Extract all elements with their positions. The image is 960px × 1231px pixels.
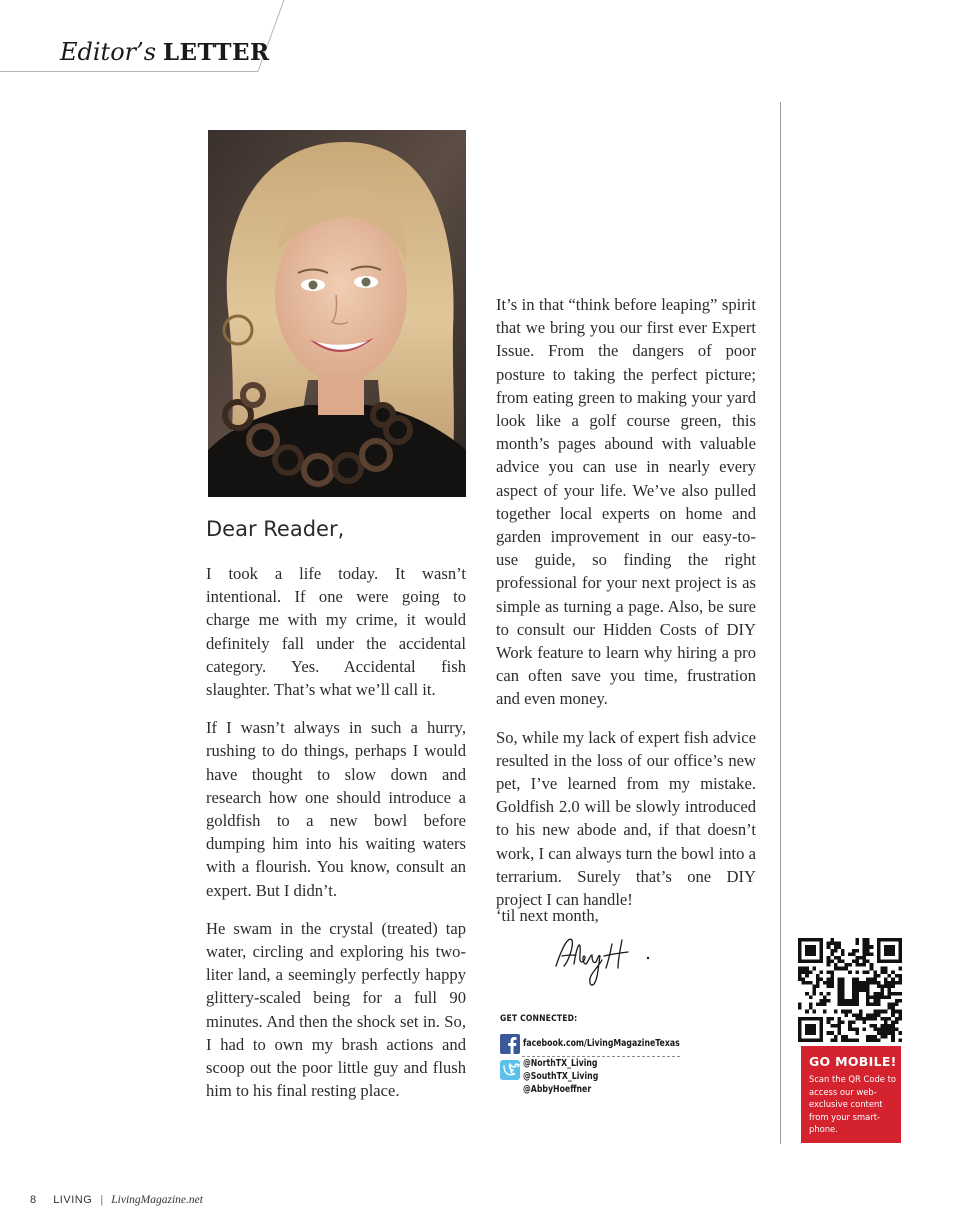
column-divider <box>780 102 781 1144</box>
signoff: ‘til next month, <box>496 906 599 925</box>
editor-portrait <box>208 130 466 497</box>
divider <box>522 1056 680 1057</box>
twitter-icon <box>500 1060 520 1080</box>
page-footer <box>30 1194 203 1206</box>
go-mobile-text: Scan the QR Code to access our web-exclusive content from your smart-phone. <box>809 1074 897 1134</box>
page-number: 8 <box>30 1194 37 1206</box>
footer-separator: | <box>100 1194 104 1206</box>
signature <box>548 928 658 995</box>
salutation: Dear Reader, <box>206 517 345 541</box>
go-mobile-box <box>801 1046 901 1143</box>
page-title-italic: Editor’s <box>60 38 157 66</box>
paragraph: I took a life today. It wasn’t intentional. If one were going to charge me with my crime, it would definitely fall under the accidental category. Yes. Accidental fish slaughter. That’s what we’ll call it. <box>206 564 466 700</box>
facebook-icon <box>500 1034 520 1054</box>
letter-column-2 <box>496 293 756 926</box>
facebook-link[interactable] <box>500 1034 680 1054</box>
page-title-bold: LETTER <box>162 39 270 66</box>
footer-brand: LIVING <box>53 1194 93 1206</box>
facebook-url[interactable]: facebook.com/LivingMagazineTexas <box>523 1038 680 1049</box>
twitter-links <box>500 1058 680 1100</box>
paragraph: He swam in the crystal (treated) tap water, circling and exploring his two-liter land, a seemingly perfectly happy glittery-scaled being for a full 90 minutes. And then the shock set in. So, I had to own my brash actions and scoop out the poor little guy and flush him to his final resting place. <box>206 918 466 1101</box>
go-mobile-title: GO MOBILE! <box>809 1054 897 1069</box>
letter-column-1 <box>206 562 466 1117</box>
get-connected-label: GET CONNECTED: <box>500 1014 578 1024</box>
footer-site[interactable]: LivingMagazine.net <box>111 1194 203 1206</box>
twitter-handle[interactable]: @NorthTX_Living <box>523 1058 598 1069</box>
paragraph: So, while my lack of expert fish advice resulted in the loss of our office’s new pet, I’ve learned from my mistake. Goldfish 2.0 will be slowly introduced to his new abode and, if that doesn’t work, I can always turn the bowl into a terrarium. Surely that’s one DIY project I can handle! <box>496 727 756 910</box>
paragraph: It’s in that “think before leaping” spirit that we bring you our first ever Expert Issue. From the dangers of poor posture to taking the perfect picture; from eating green to making your yard look like a golf course green, this month’s pages abound with valuable advice you can use in nearly every aspect of your life. We’ve also pulled together local experts on home and garden improvement in our easy-to-use guide, so finding the right professional for your next project is as simple as turning a page. Also, be sure to consult our Hidden Costs of DIY Work feature to learn why hiring a pro can often save you time, frustration and even money. <box>496 295 756 709</box>
paragraph: If I wasn’t always in such a hurry, rushing to do things, perhaps I would have thought to slow down and research how one should introduce a goldfish to a new bowl before dumping him into his waiting waters with a flourish. You know, consult an expert. But I didn’t. <box>206 718 466 900</box>
qr-code[interactable] <box>798 938 902 1042</box>
twitter-handle[interactable]: @SouthTX_Living <box>523 1071 599 1082</box>
get-connected <box>500 1014 690 1095</box>
twitter-handle[interactable]: @AbbyHoeffner <box>523 1084 592 1095</box>
page-title <box>60 34 270 70</box>
